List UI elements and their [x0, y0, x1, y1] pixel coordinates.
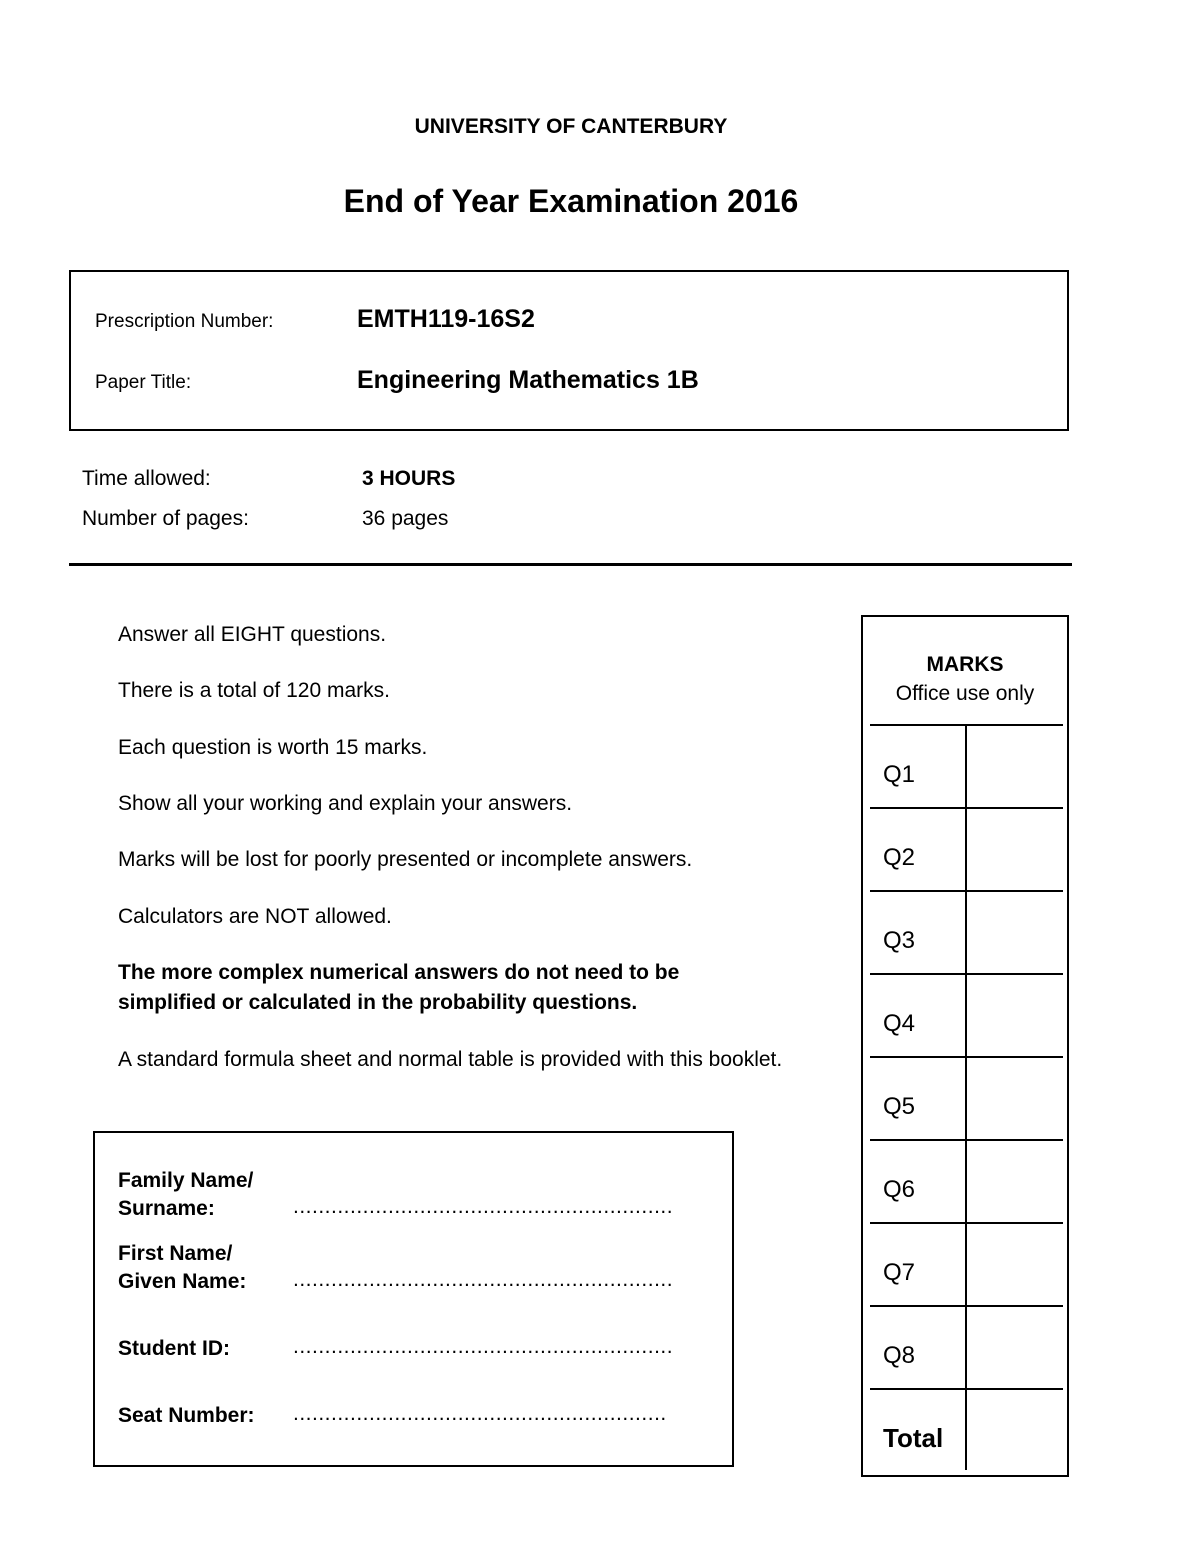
marks-row-q8: Q8	[883, 1342, 916, 1369]
marks-row-divider	[870, 890, 1063, 892]
instruction-item-bold: The more complex numerical answers do not need to be	[118, 961, 680, 984]
marks-row-q2: Q2	[883, 844, 916, 871]
instruction-item: Calculators are NOT allowed.	[118, 905, 392, 928]
marks-row-divider	[870, 1056, 1063, 1058]
first-name-label-line1: First Name/	[118, 1242, 233, 1265]
instruction-item: A standard formula sheet and normal table is provided with this booklet.	[118, 1048, 783, 1071]
exam-title: End of Year Examination 2016	[343, 183, 799, 219]
divider-rule	[69, 563, 1072, 566]
marks-row-q1: Q1	[883, 761, 916, 788]
marks-row-q4: Q4	[883, 1010, 916, 1037]
paper-title-label: Paper Title:	[95, 372, 192, 393]
university-name: UNIVERSITY OF CANTERBURY	[414, 115, 728, 138]
first-name-field[interactable]: ............................................................	[293, 1268, 674, 1291]
prescription-number-label: Prescription Number:	[95, 311, 274, 332]
marks-row-q5: Q5	[883, 1093, 916, 1120]
number-of-pages-label: Number of pages:	[82, 507, 249, 530]
marks-row-divider	[870, 1222, 1063, 1224]
instruction-item: Each question is worth 15 marks.	[118, 736, 428, 759]
marks-row-q3: Q3	[883, 927, 916, 954]
prescription-box	[69, 270, 1069, 431]
marks-row-q7: Q7	[883, 1259, 916, 1286]
family-name-label-line2: Surname:	[118, 1197, 215, 1220]
marks-column-divider	[965, 725, 967, 1470]
time-allowed-label: Time allowed:	[82, 467, 211, 490]
seat-number-label: Seat Number:	[118, 1404, 255, 1427]
time-allowed-value: 3 HOURS	[362, 467, 456, 490]
instruction-item-bold: simplified or calculated in the probability questions.	[118, 991, 638, 1014]
student-id-field[interactable]: ............................................................	[293, 1335, 674, 1358]
instruction-item: Marks will be lost for poorly presented or incomplete answers.	[118, 848, 693, 871]
marks-row-divider	[870, 1388, 1063, 1390]
prescription-number-value: EMTH119-16S2	[357, 305, 535, 333]
instruction-item: Answer all EIGHT questions.	[118, 623, 387, 646]
marks-row-divider	[870, 1305, 1063, 1307]
marks-subtitle: Office use only	[895, 682, 1035, 705]
family-name-label-line1: Family Name/	[118, 1169, 254, 1192]
instruction-item: There is a total of 120 marks.	[118, 679, 390, 702]
student-details-box	[93, 1131, 734, 1467]
number-of-pages-value: 36 pages	[362, 507, 449, 530]
seat-number-field[interactable]: ...........................................................	[293, 1402, 667, 1425]
instruction-item: Show all your working and explain your answers.	[118, 792, 573, 815]
first-name-label	[118, 1240, 246, 1296]
marks-row-divider	[870, 1139, 1063, 1141]
paper-title-value: Engineering Mathematics 1B	[357, 366, 699, 394]
marks-table	[861, 615, 1069, 1477]
marks-row-q6: Q6	[883, 1176, 916, 1203]
marks-title: MARKS	[926, 653, 1004, 676]
marks-row-total: Total	[883, 1423, 944, 1453]
first-name-label-line2: Given Name:	[118, 1270, 247, 1293]
marks-row-divider	[870, 973, 1063, 975]
marks-row-divider	[870, 807, 1063, 809]
marks-header	[863, 650, 1067, 708]
family-name-field[interactable]: ............................................................	[293, 1195, 674, 1218]
student-id-label: Student ID:	[118, 1337, 230, 1360]
family-name-label	[118, 1167, 253, 1223]
